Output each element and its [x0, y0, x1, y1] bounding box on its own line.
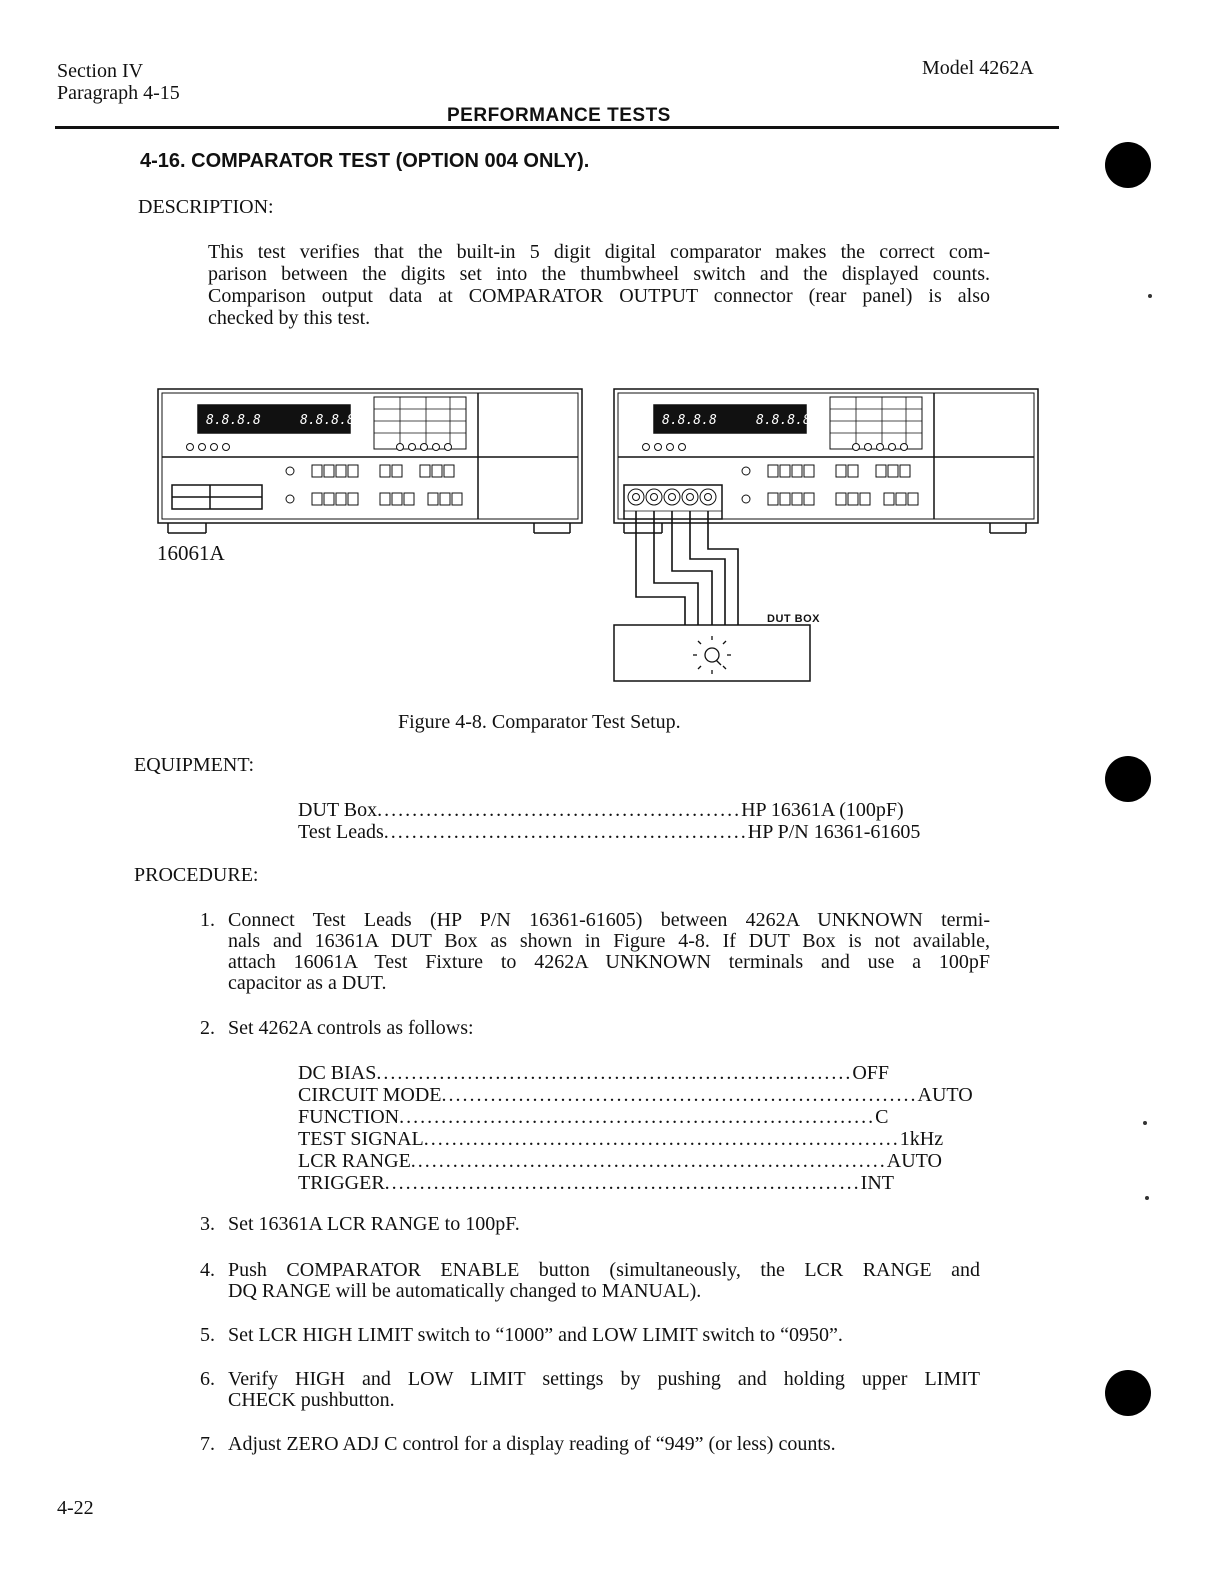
setting-value: AUTO: [886, 1150, 942, 1172]
setting-value: INT: [860, 1172, 894, 1194]
page-number: 4-22: [57, 1497, 94, 1519]
setting-name: DC BIAS: [298, 1062, 377, 1084]
step-line: DQ RANGE will be automatically changed to MANUAL).: [228, 1280, 702, 1302]
equipment-row: Test Leads .................................................... HP P/N 16361-61605: [298, 821, 921, 843]
page-speck: [1143, 1121, 1147, 1125]
step-line: attach 16061A Test Fixture to 4262A UNKNOWN terminals and use a 100pF: [228, 951, 990, 973]
binder-hole-top: [1105, 142, 1151, 188]
procedure-step-2: [200, 1018, 990, 1039]
step-line: Push COMPARATOR ENABLE button (simultaneously, the LCR RANGE and: [228, 1259, 980, 1281]
procedure-label: PROCEDURE:: [134, 864, 259, 886]
equipment-list: [298, 799, 921, 843]
binder-hole-bottom: [1105, 1370, 1151, 1416]
figure-caption: Figure 4-8. Comparator Test Setup.: [398, 711, 681, 733]
procedure-step-5: [200, 1325, 990, 1346]
fixture-label: 16061A: [157, 541, 225, 565]
step-line: nals and 16361A DUT Box as shown in Figure 4-8. If DUT Box is not available,: [228, 930, 990, 952]
equipment-name: DUT Box: [298, 799, 378, 821]
setting-name: LCR RANGE: [298, 1150, 411, 1172]
step-text: Set LCR HIGH LIMIT switch to “1000” and LOW LIMIT switch to “0950”.: [228, 1324, 843, 1346]
procedure-step-4: [200, 1260, 990, 1302]
step-line: Verify HIGH and LOW LIMIT settings by pushing and holding upper LIMIT: [228, 1368, 980, 1390]
procedure-step-1: [200, 910, 990, 994]
setting-row: FUNCTION .................................................................... C: [298, 1106, 889, 1128]
setting-value: C: [875, 1106, 889, 1128]
setting-row: TRIGGER .................................................................... INT: [298, 1172, 894, 1194]
step-number: 4.: [200, 1259, 215, 1281]
equipment-value: HP 16361A (100pF): [741, 799, 904, 821]
setting-name: TEST SIGNAL: [298, 1128, 424, 1150]
description-line: checked by this test.: [208, 307, 371, 329]
setting-name: FUNCTION: [298, 1106, 400, 1128]
comparator-test-setup-figure: [150, 385, 1050, 690]
equipment-value: HP P/N 16361-61605: [747, 821, 921, 843]
step-number: 6.: [200, 1368, 215, 1390]
display-digits: 8.8.8.8: [206, 413, 261, 428]
setting-name: CIRCUIT MODE: [298, 1084, 442, 1106]
binder-hole-middle: [1105, 756, 1151, 802]
step-number: 1.: [200, 909, 215, 931]
description-line: This test verifies that the built-in 5 digit digital comparator makes the correct com-: [208, 241, 990, 263]
step-line: CHECK pushbutton.: [228, 1389, 395, 1411]
step-text: Set 4262A controls as follows:: [228, 1017, 474, 1039]
section-title: 4-16. COMPARATOR TEST (OPTION 004 ONLY).: [140, 150, 590, 172]
description-line: parison between the digits set into the thumbwheel switch and the displayed counts.: [208, 263, 990, 285]
running-title: PERFORMANCE TESTS: [447, 105, 671, 126]
step-number: 3.: [200, 1213, 215, 1235]
model-label: Model 4262A: [922, 57, 1034, 79]
dut-knob-icon: [693, 636, 731, 674]
setting-row: DC BIAS .................................................................... OFF: [298, 1062, 890, 1084]
lcr-meter-left: [158, 389, 582, 533]
setting-value: 1kHz: [899, 1128, 944, 1150]
step-text: Adjust ZERO ADJ C control for a display reading of “949” (or less) counts.: [228, 1433, 836, 1455]
step-line: Connect Test Leads (HP P/N 16361-61605) between 4262A UNKNOWN termi-: [228, 909, 990, 931]
setting-value: OFF: [852, 1062, 890, 1084]
control-settings-list: [298, 1062, 973, 1194]
dut-box-label: DUT BOX: [767, 613, 820, 625]
step-text: Set 16361A LCR RANGE to 100pF.: [228, 1213, 520, 1235]
procedure-step-7: [200, 1434, 990, 1455]
lcr-meter-right: [614, 389, 1038, 533]
equipment-row: DUT Box .................................................... HP 16361A (100pF): [298, 799, 904, 821]
header-rule: [55, 126, 1059, 129]
description-paragraph: [208, 241, 990, 329]
test-leads: [636, 511, 738, 625]
display-digits: 8.8.8.8: [756, 413, 811, 428]
equipment-name: Test Leads: [298, 821, 384, 843]
display-digits: 8.8.8.8: [662, 413, 717, 428]
setting-value: AUTO: [917, 1084, 973, 1106]
step-number: 5.: [200, 1324, 215, 1346]
description-line: Comparison output data at COMPARATOR OUTPUT connector (rear panel) is also: [208, 285, 990, 307]
section-label: Section IV: [57, 60, 144, 82]
page-speck: [1145, 1196, 1149, 1200]
step-number: 7.: [200, 1433, 215, 1455]
description-label: DESCRIPTION:: [138, 196, 274, 218]
step-line: capacitor as a DUT.: [228, 972, 387, 994]
setting-name: TRIGGER: [298, 1172, 385, 1194]
setting-row: CIRCUIT MODE .................................................................... AUTO: [298, 1084, 973, 1106]
display-digits: 8.8.8.8: [300, 413, 355, 428]
procedure-step-3: [200, 1214, 990, 1235]
step-number: 2.: [200, 1017, 215, 1039]
equipment-label: EQUIPMENT:: [134, 754, 255, 776]
setting-row: TEST SIGNAL .................................................................... 1kHz: [298, 1128, 944, 1150]
page-speck: [1148, 294, 1152, 298]
paragraph-label: Paragraph 4-15: [57, 82, 180, 104]
setting-row: LCR RANGE .................................................................... AUTO: [298, 1150, 942, 1172]
procedure-step-6: [200, 1369, 990, 1411]
